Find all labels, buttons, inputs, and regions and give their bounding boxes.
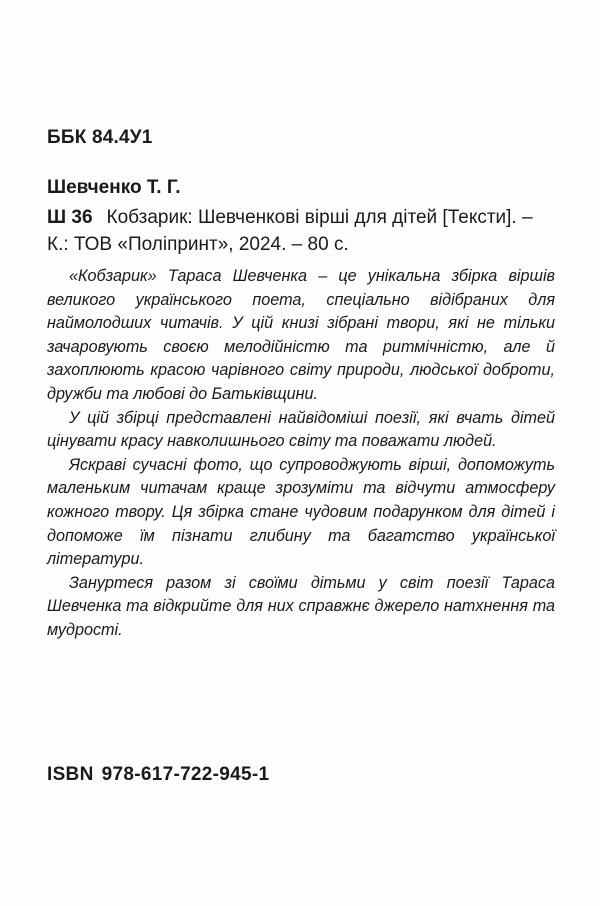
annotation-paragraph: Яскраві сучасні фото, що супроводжують вірші, допоможуть маленьким читачам краще зрозуміти та відчути атмосферу кожного твору. Ця збірка стане чудовим подарунком для дітей і допоможе їм пізнати глибину та багатство української літератури. [47,455,555,569]
annotation-paragraph: «Кобзарик» Тараса Шевченка – це унікальна збірка віршів великого українського поета, спеціально відібраних для наймолодших читачів. У цій книзі зібрані твори, які не тільки зачаровують своєю мелодійністю та ритмічністю, але й захоплюють красою чарівного світу природи, людської доброти, дружби та любові до Батьківщини. [47,267,555,403]
annotation-paragraph: Зануртеся разом зі своїми дітьми у світ поезії Тараса Шевченка та відкрийте для них справжнє джерело натхнення та мудрості. [47,573,555,639]
isbn [47,764,269,786]
annotation-paragraph: У цій збірці представлені найвідоміші поезії, які вчать дітей цінувати красу навколишнього світу та поважати людей. [47,408,555,451]
annotation [47,265,555,643]
bibliographic-title: Кобзарик: Шевченкові вірші для дітей [Тексти]. – [106,207,533,228]
bibliographic-line-1 [47,204,587,231]
bibliographic-line-2: К.: ТОВ «Поліпринт», 2024. – 80 с. [47,234,349,255]
catalog-code: Ш 36 [47,207,93,228]
bbk-classification: ББК 84.4У1 [47,127,153,148]
isbn-label: ISBN [47,764,94,785]
isbn-number: 978-617-722-945-1 [101,764,270,785]
author-heading: Шевченко Т. Г. [47,177,181,198]
bibliographic-description [47,204,587,258]
